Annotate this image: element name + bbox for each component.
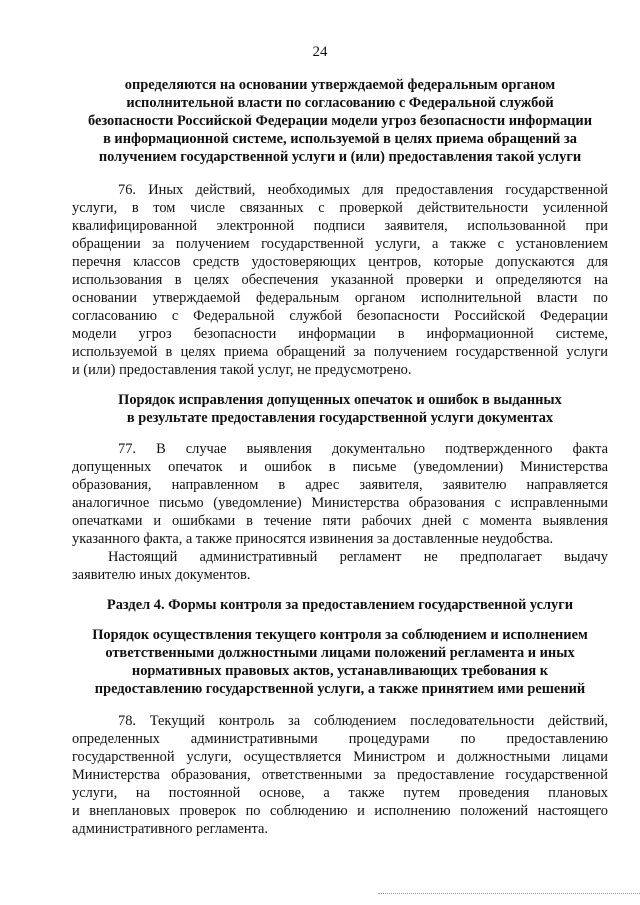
paragraph-line: обращении за получением государственной услуги, а также с установлением xyxy=(72,236,608,252)
heading-line: получением государственной услуги и (или) предоставления такой услуги xyxy=(98,149,582,165)
heading-line: нормативных правовых актов, устанавливающих требования к xyxy=(131,663,549,679)
paragraph-line: 76. Иных действий, необходимых для предоставления государственной xyxy=(118,182,608,198)
paragraph-line: государственной услуги, осуществляется Министром и должностными лицами xyxy=(72,749,608,765)
paragraph-line: указанного факта, а также приносятся извинения за доставленные неудобства. xyxy=(72,531,554,547)
paragraph-line: 77. В случае выявления документально подтвержденного факта xyxy=(118,441,608,457)
heading-line: исполнительной власти по согласованию с Федеральной службой xyxy=(126,95,554,111)
paragraph-line: 78. Текущий контроль за соблюдением последовательности действий, xyxy=(118,713,608,729)
paragraph-line: допущенных опечаток и ошибок в письме (уведомлении) Министерства xyxy=(72,459,608,475)
section-title: Раздел 4. Формы контроля за предоставлением государственной услуги xyxy=(106,597,574,613)
paragraph-line: согласованию с Федеральной службой безопасности Российской Федерации xyxy=(72,308,608,324)
paragraph-line: услуги, на постоянной основе, а также путем проведения плановых xyxy=(72,785,608,801)
paragraph-line: определенных административными процедурами по предоставлению xyxy=(72,731,608,747)
paragraph-line: перечня классов средств удостоверяющих центров, которые допускаются для xyxy=(72,254,608,270)
heading-line: Порядок осуществления текущего контроля за соблюдением и исполнением xyxy=(92,627,588,643)
paragraph-line: Министерства образования, ответственными за предоставление государственной xyxy=(72,767,608,783)
paragraph-line: опечатками и ошибками в течение пяти рабочих дней с момента выявления xyxy=(72,513,608,529)
paragraph-line: основании утверждаемой федеральным органом исполнительной власти по xyxy=(72,290,608,306)
paragraph-line: и внеплановых проверок по соблюдению и исполнению положений настоящего xyxy=(72,803,608,819)
paragraph-line: Настоящий административный регламент не предполагает выдачу xyxy=(108,549,608,565)
heading-line: в результате предоставления государственной услуги документах xyxy=(126,410,554,426)
paragraph-line: используемой в целях приема обращений за получением государственной услуги xyxy=(72,344,608,360)
paragraph-line: услуги, в том числе связанных с проверкой действительности усиленной xyxy=(72,200,608,216)
scan-edge-divider xyxy=(378,893,640,894)
heading-line: в информационной системе, используемой в целях приема обращений за xyxy=(103,131,577,147)
paragraph-line: и (или) предоставления такой услуг, не предусмотрено. xyxy=(72,362,412,378)
page-number: 24 xyxy=(312,44,328,60)
paragraph-line: образования, направленном в адрес заявителя, заявителю направляется xyxy=(72,477,608,493)
heading-line: предоставлению государственной услуги, а также принятием ими решений xyxy=(94,681,586,697)
heading-line: безопасности Российской Федерации модели угроз безопасности информации xyxy=(87,113,593,129)
heading-line: Порядок исправления допущенных опечаток и ошибок в выданных xyxy=(118,392,562,408)
paragraph-line: квалифицированной электронной подписи заявителя, использованной при xyxy=(72,218,608,234)
paragraph-line: модели угроз безопасности информации в информационной системе, xyxy=(72,326,608,342)
paragraph-line: заявителю иных документов. xyxy=(72,567,251,583)
heading-line: определяются на основании утверждаемой федеральным органом xyxy=(124,77,556,93)
heading-line: ответственными должностными лицами положений регламента и иных xyxy=(105,645,575,661)
paragraph-line: административного регламента. xyxy=(72,821,268,837)
paragraph-line: использования в целях обеспечения указанной проверки и определяются на xyxy=(72,272,608,288)
paragraph-line: аналогичное письмо (уведомление) Министерства образования с исправленными xyxy=(72,495,608,511)
